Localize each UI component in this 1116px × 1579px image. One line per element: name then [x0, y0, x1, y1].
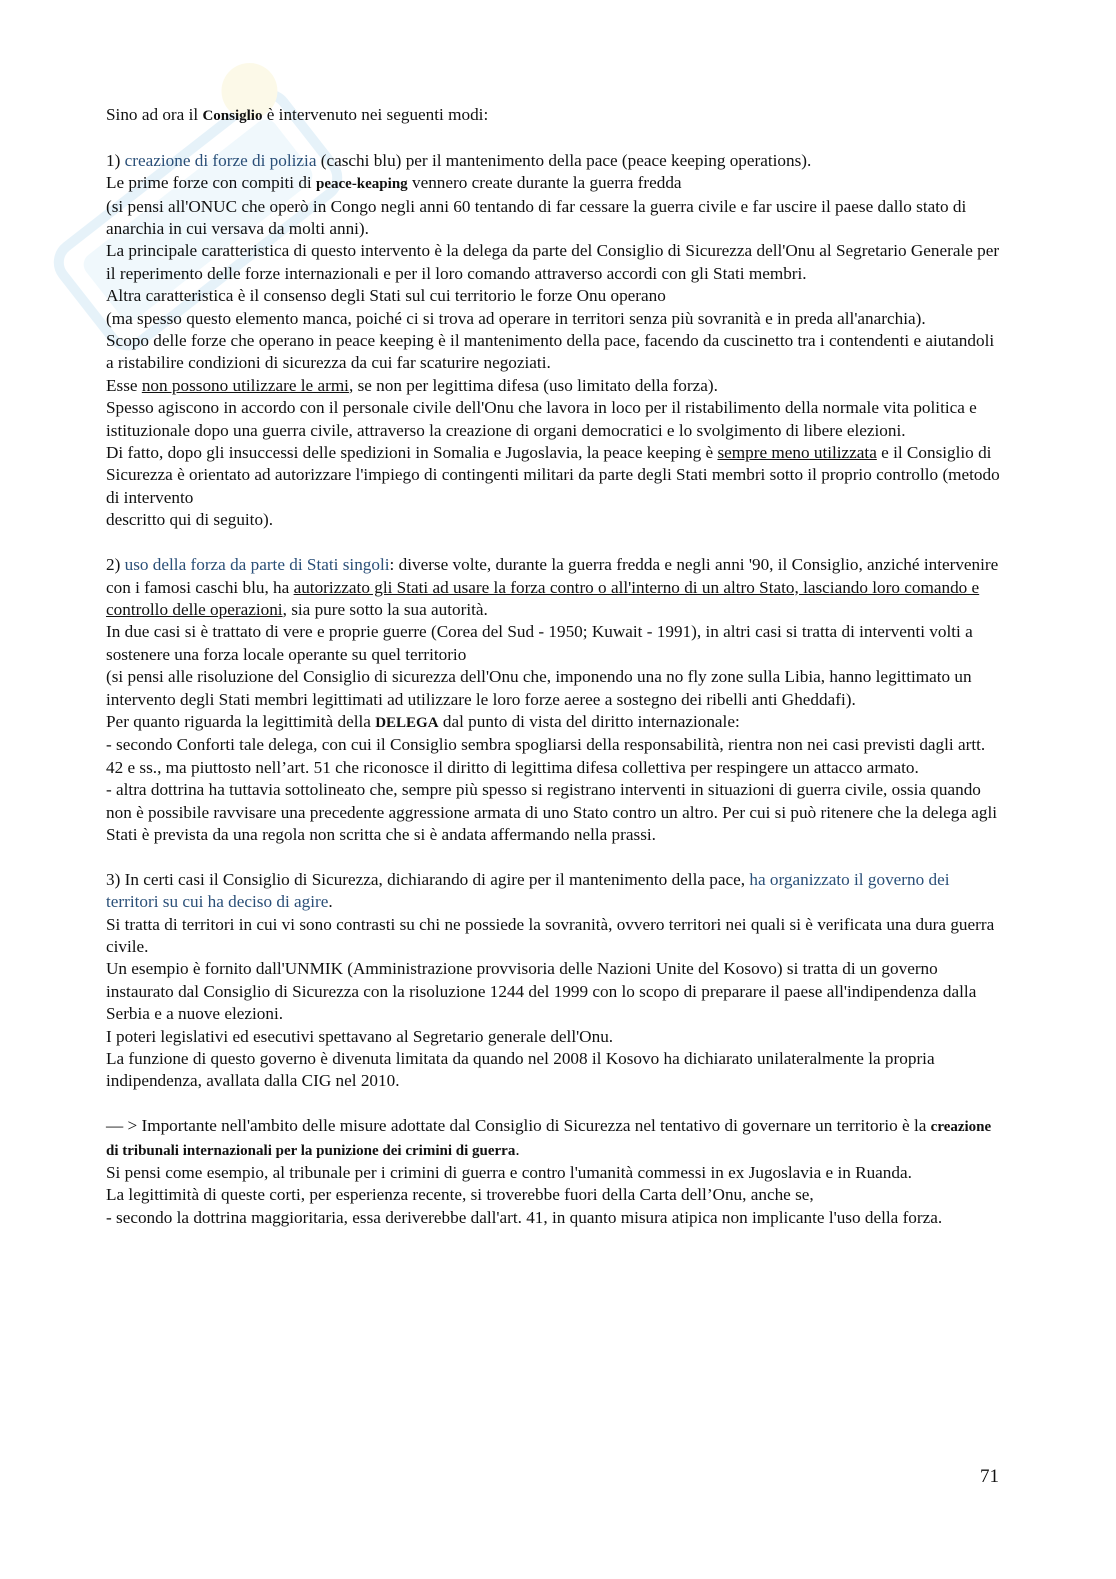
intro-paragraph: Sino ad ora il Consiglio è intervenuto nei seguenti modi:	[106, 105, 489, 124]
section-3-title: ha organizzato il governo dei territori su cui ha deciso di agire	[106, 869, 950, 912]
section-2: 2) uso della forza da parte di Stati singoli: diverse volte, durante la guerra fredda e negli anni '90, il Consiglio, anziché intervenire con i famosi caschi blu, ha autorizzato gli Stati ad usare la forza contro o all'interno di un altro Stato, lasciando loro comando e controllo delle operazioni, sia pure sotto la sua autorità. In due casi si è trattato di vere e proprie guerre (Corea del Sud - 1950; Kuwait - 1991), in altri casi si tratta di interventi volti a sostenere una forza locale operante su quel territorio (si pensi alle risoluzione del Consiglio di sicurezza dell'Onu che, imponendo una no fly zone sulla Libia, hanno legittimato un intervento degli Stati membri legittimati ad utilizzare le loro forze aeree a sostegno dei ribelli anti Gheddafi). Per quanto riguarda la legittimità della DELEGA dal punto di vista del diritto internazionale: - secondo Conforti tale delega, con cui il Consiglio sembra spogliarsi della responsabilità, rientra non nei casi previsti dagli artt. 42 e ss., ma piuttosto nell’art. 51 che riconosce il diritto di legittima difesa collettiva per respingere un attacco armato. - altra dottrina ha tuttavia sottolineato che, sempre più spesso si registrano interventi in situazioni di guerra civile, ossia quando non è possibile ravvisare una precedente aggressione armata di uno Stato contro un altro. Per cui si può ritenere che la delega agli Stati è prevista da una regola non scritta che si è andata affermando nella prassi.	[106, 555, 999, 844]
section-3: 3) In certi casi il Consiglio di Sicurezza, dichiarando di agire per il mantenimento della pace, ha organizzato il governo dei territori su cui ha deciso di agire. Si tratta di territori in cui vi sono contrasti su chi ne possiede la sovranità, ovvero territori nei quali si è verificata una dura guerra civile. Un esempio è fornito dall'UNMIK (Amministrazione provvisoria delle Nazioni Unite del Kosovo) si tratta di un governo instaurato dal Consiglio di Sicurezza con la risoluzione 1244 del 1999 con lo scopo di preparare il paese all'indipendenza dalla Serbia e a nuove elezioni. I poteri legislativi ed esecutivi spettavano al Segretario generale dell'Onu. La funzione di questo governo è divenuta limitata da quando nel 2008 il Kosovo ha dichiarato unilateralmente la propria indipendenza, avallata dalla CIG nel 2010.	[106, 869, 995, 1091]
section-1-title: creazione di forze di polizia	[124, 150, 317, 170]
page-number: 71	[980, 1466, 999, 1487]
section-4: — > Importante nell'ambito delle misure adottate dal Consiglio di Sicurezza nel tentativo di governare un territorio è la creazione di tribunali internazionali per la punizione dei crimini di guerra. Si pensi come esempio, al tribunale per i crimini di guerra e contro l'umanità commessi in ex Jugoslavia e in Ruanda. La legittimità di queste corti, per esperienza recente, si troverebbe fuori della Carta dell’Onu, anche se, - secondo la dottrina maggioritaria, essa deriverebbe dall'art. 41, in quanto misura atipica non implicante l'uso della forza.	[106, 1116, 992, 1227]
document-body	[106, 104, 1006, 1229]
section-2-title: uso della forza da parte di Stati singoli	[124, 555, 390, 575]
section-1: 1) creazione di forze di polizia (caschi blu) per il mantenimento della pace (peace keeping operations). Le prime forze con compiti di peace-keaping vennero create durante la guerra fredda (si pensi all'ONUC che operò in Congo negli anni 60 tentando di far cessare la guerra civile e far uscire il paese dallo stato di anarchia in cui versava da molti anni). La principale caratteristica di questo intervento è la delega da parte del Consiglio di Sicurezza dell'Onu al Segretario Generale per il reperimento delle forze internazionali e per il loro comando attraverso accordi con gli Stati membri. Altra caratteristica è il consenso degli Stati sul cui territorio le forze Onu operano (ma spesso questo elemento manca, poiché ci si trova ad operare in territori senza più sovranità e in preda all'anarchia). Scopo delle forze che operano in peace keeping è il mantenimento della pace, facendo da cuscinetto tra i contendenti e aiutandoli a ristabilire condizioni di sicurezza da cui far scaturire negoziati. Esse non possono utilizzare le armi, se non per legittima difesa (uso limitato della forza). Spesso agiscono in accordo con il personale civile dell'Onu che lavora in loco per il ristabilimento della normale vita politica e istituzionale dopo una guerra civile, attraverso la creazione di organi democratici e lo svolgimento di libere elezioni. Di fatto, dopo gli insuccessi delle spedizioni in Somalia e Jugoslavia, la peace keeping è sempre meno utilizzata e il Consiglio di Sicurezza è orientato ad autorizzare l'impiego di contingenti militari da parte degli Stati membri sotto il proprio controllo (metodo di intervento descritto qui di seguito).	[106, 150, 1000, 530]
